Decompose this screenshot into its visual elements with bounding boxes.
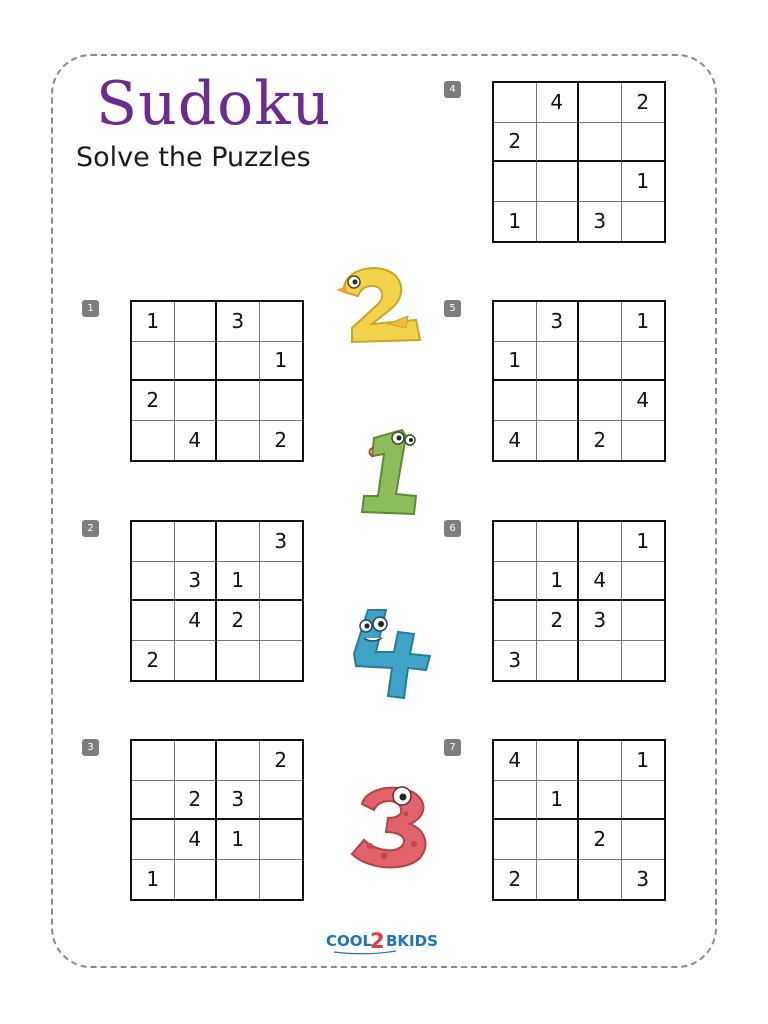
grid-cell xyxy=(260,302,303,342)
sudoku-grid-6 xyxy=(492,520,666,682)
grid-cell: 2 xyxy=(132,381,175,421)
grid-cell: 3 xyxy=(217,781,260,821)
grid-cell: 1 xyxy=(622,302,665,342)
grid-cell xyxy=(622,820,665,860)
grid-cell xyxy=(494,162,537,202)
grid-cell xyxy=(132,522,175,562)
grid-cell: 2 xyxy=(132,641,175,681)
grid-cell: 4 xyxy=(175,421,218,461)
sudoku-grid-3 xyxy=(130,739,304,901)
grid-cell xyxy=(175,741,218,781)
grid-cell xyxy=(579,641,622,681)
puzzle-5-badge: 5 xyxy=(444,300,461,317)
grid-cell: 1 xyxy=(132,860,175,900)
grid-cell: 3 xyxy=(260,522,303,562)
grid-cell: 3 xyxy=(636,867,650,892)
grid-cell: 1 xyxy=(537,562,580,602)
puzzle-4-badge: 4 xyxy=(444,81,461,98)
page-subtitle: Solve the Puzzles xyxy=(76,142,311,173)
sudoku-grid-2 xyxy=(130,520,304,682)
number-two-mascot xyxy=(332,262,424,346)
grid-cell xyxy=(132,601,175,641)
sudoku-grid-5 xyxy=(492,300,666,462)
grid-cell: 3 xyxy=(579,601,622,641)
grid-cell xyxy=(132,820,175,860)
grid-cell: 1 xyxy=(260,342,303,382)
grid-cell xyxy=(579,860,622,900)
grid-cell xyxy=(132,781,175,821)
grid-cell: 2 xyxy=(622,83,665,123)
grid-cell xyxy=(537,741,580,781)
grid-cell xyxy=(622,421,665,461)
grid-cell: 1 xyxy=(622,162,665,202)
grid-cell: 3 xyxy=(494,641,537,681)
grid-cell xyxy=(260,781,303,821)
grid-cell xyxy=(132,741,175,781)
grid-cell xyxy=(260,601,303,641)
grid-cell: 1 xyxy=(494,342,537,382)
number-three-mascot xyxy=(344,780,434,872)
grid-cell xyxy=(537,381,580,421)
grid-cell xyxy=(494,522,537,562)
grid-cell xyxy=(622,562,665,602)
grid-cell xyxy=(260,381,303,421)
grid-cell xyxy=(537,162,580,202)
grid-cell xyxy=(622,202,665,242)
grid-cell: 1 xyxy=(622,741,665,781)
grid-cell xyxy=(622,781,665,821)
grid-cell: 4 xyxy=(579,562,622,602)
grid-cell: 2 xyxy=(175,781,218,821)
grid-cell xyxy=(175,302,218,342)
grid-cell: 2 xyxy=(217,601,260,641)
cool2bkids-logo xyxy=(326,926,446,956)
grid-cell xyxy=(622,123,665,163)
grid-cell: 1 xyxy=(217,820,260,860)
grid-cell xyxy=(494,381,537,421)
sudoku-grid-4 xyxy=(492,81,666,243)
puzzle-6-badge: 6 xyxy=(444,520,461,537)
grid-cell xyxy=(537,123,580,163)
grid-cell xyxy=(260,860,303,900)
grid-cell xyxy=(537,820,580,860)
grid-cell xyxy=(494,83,537,123)
grid-cell xyxy=(579,781,622,821)
grid-cell: 2 xyxy=(579,421,622,461)
grid-cell xyxy=(217,381,260,421)
grid-cell xyxy=(260,641,303,681)
grid-cell xyxy=(622,601,665,641)
grid-cell: 4 xyxy=(494,741,537,781)
puzzle-7-badge: 7 xyxy=(444,739,461,756)
grid-cell xyxy=(217,421,260,461)
grid-cell: 4 xyxy=(175,820,218,860)
grid-cell: 2 xyxy=(494,860,537,900)
grid-cell xyxy=(494,601,537,641)
grid-cell xyxy=(579,162,622,202)
grid-cell xyxy=(537,421,580,461)
puzzle-1-badge: 1 xyxy=(82,300,99,317)
grid-cell xyxy=(494,781,537,821)
logo-text-two: 2 xyxy=(370,929,385,953)
grid-cell xyxy=(132,562,175,602)
grid-cell: 1 xyxy=(132,302,175,342)
logo-text-cool: COOL xyxy=(326,932,373,950)
grid-cell: 1 xyxy=(494,202,537,242)
grid-cell: 3 xyxy=(537,302,580,342)
grid-cell: 2 xyxy=(260,741,303,781)
page-title: Sudoku xyxy=(96,69,332,139)
grid-cell xyxy=(175,641,218,681)
grid-cell xyxy=(494,820,537,860)
grid-cell xyxy=(175,342,218,382)
grid-cell xyxy=(579,381,622,421)
sudoku-grid-7 xyxy=(492,739,666,901)
grid-cell: 4 xyxy=(494,421,537,461)
number-four-mascot xyxy=(346,604,434,702)
grid-cell: 3 xyxy=(217,302,260,342)
grid-cell: 4 xyxy=(622,381,665,421)
grid-cell xyxy=(537,860,580,900)
grid-cell: 1 xyxy=(537,781,580,821)
grid-cell: 3 xyxy=(175,562,218,602)
grid-cell: 4 xyxy=(175,601,218,641)
grid-cell xyxy=(579,342,622,382)
grid-cell xyxy=(579,302,622,342)
grid-cell: 3 xyxy=(579,202,622,242)
grid-cell: 2 xyxy=(579,820,622,860)
sudoku-grid-1 xyxy=(130,300,304,462)
grid-cell xyxy=(537,342,580,382)
grid-cell xyxy=(217,860,260,900)
puzzle-2-badge: 2 xyxy=(82,520,99,537)
grid-cell xyxy=(260,820,303,860)
grid-cell xyxy=(132,421,175,461)
grid-cell: 1 xyxy=(622,522,665,562)
grid-cell xyxy=(494,562,537,602)
grid-cell xyxy=(622,342,665,382)
grid-cell: 4 xyxy=(537,83,580,123)
grid-cell xyxy=(260,562,303,602)
grid-cell: 2 xyxy=(274,428,288,453)
grid-cell xyxy=(537,641,580,681)
grid-cell: 2 xyxy=(537,601,580,641)
grid-cell xyxy=(217,342,260,382)
grid-cell xyxy=(217,741,260,781)
grid-cell xyxy=(579,741,622,781)
grid-cell xyxy=(494,302,537,342)
grid-cell xyxy=(175,860,218,900)
grid-cell xyxy=(132,342,175,382)
grid-cell xyxy=(217,522,260,562)
grid-cell xyxy=(537,202,580,242)
grid-cell xyxy=(579,522,622,562)
puzzle-3-badge: 3 xyxy=(82,739,99,756)
grid-cell xyxy=(217,641,260,681)
grid-cell xyxy=(622,641,665,681)
number-one-mascot xyxy=(356,424,426,520)
grid-cell xyxy=(175,522,218,562)
grid-cell xyxy=(579,123,622,163)
grid-cell: 1 xyxy=(217,562,260,602)
grid-cell xyxy=(579,83,622,123)
grid-cell xyxy=(175,381,218,421)
grid-cell: 2 xyxy=(494,123,537,163)
logo-text-bkids: BKIDS xyxy=(386,932,438,950)
grid-cell xyxy=(537,522,580,562)
